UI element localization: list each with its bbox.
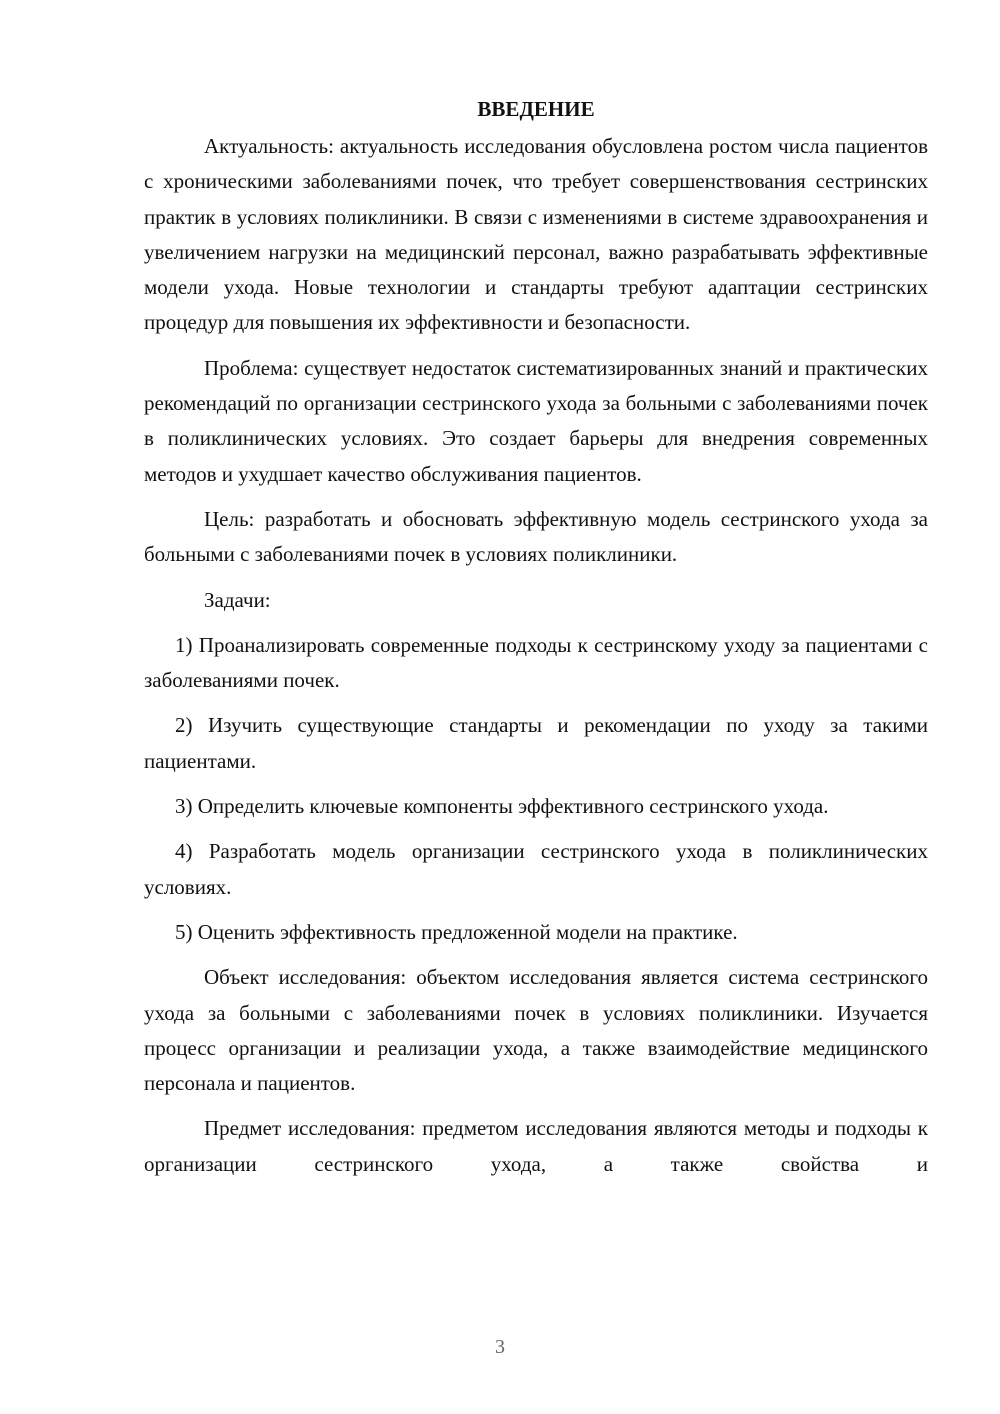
task-item-5: 5) Оценить эффективность предложенной модели на практике.	[175, 919, 738, 944]
paragraph-object: Объект исследования: объектом исследования является система сестринского ухода за больными с заболеваниями почек в условиях поликлиники. Изучается процесс организации и реализации ухода, а также взаимодействие медицинского персонала и пациентов.	[144, 965, 928, 1096]
tasks-label: Задачи:	[204, 587, 271, 612]
paragraph-goal: Цель: разработать и обосновать эффективную модель сестринского ухода за больными с заболеваниями почек в условиях поликлиники.	[144, 506, 928, 567]
document-page	[144, 92, 928, 1182]
paragraph-subject: Предмет исследования: предметом исследования являются методы и подходы к организации сестринского ухода, а также свойства и	[144, 1116, 928, 1176]
task-item-3: 3) Определить ключевые компоненты эффективного сестринского ухода.	[175, 794, 829, 819]
task-item-1: 1) Проанализировать современные подходы к сестринскому уходу за пациентами с заболеваниями почек.	[144, 632, 928, 693]
task-item-2: 2) Изучить существующие стандарты и рекомендации по уходу за такими пациентами.	[144, 713, 928, 773]
paragraph-relevance: Актуальность: актуальность исследования обусловлена ростом числа пациентов с хроническими заболеваниями почек, что требует совершенствования сестринских практик в условиях поликлиники. В связи с изменениями в системе здравоохранения и увеличением нагрузки на медицинский персонал, важно разрабатывать эффективные модели ухода. Новые технологии и стандарты требуют адаптации сестринских процедур для повышения их эффективности и безопасности.	[144, 134, 928, 335]
section-heading: ВВЕДЕНИЕ	[477, 97, 595, 121]
paragraph-problem: Проблема: существует недостаток систематизированных знаний и практических рекомендаций по организации сестринского ухода за больными с заболеваниями почек в поликлинических условиях. Это создает барьеры для внедрения современных методов и ухудшает качество обслуживания пациентов.	[144, 355, 928, 486]
page-number: 3	[495, 1336, 505, 1358]
task-item-4: 4) Разработать модель организации сестринского ухода в поликлинических условиях.	[144, 839, 928, 899]
